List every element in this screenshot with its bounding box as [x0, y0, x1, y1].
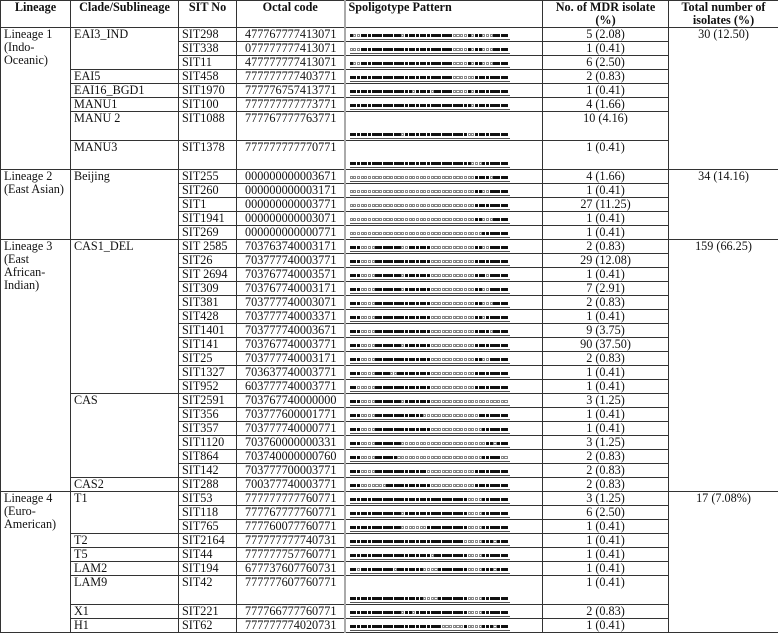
spoligotype-cell [345, 42, 543, 56]
spoligotype-pattern [350, 34, 510, 40]
mdr-cell: 2 (0.83) [543, 605, 669, 619]
octal-cell: 000000000003071 [237, 212, 345, 226]
mdr-cell: 3 (1.25) [543, 436, 669, 450]
octal-cell: 777777607760771 [237, 576, 345, 605]
total-cell: 159 (66.25) [669, 240, 778, 492]
header-pattern: Spoligotype Pattern [345, 1, 543, 28]
octal-cell: 777767777760771 [237, 506, 345, 520]
octal-cell: 777777777770771 [237, 141, 345, 170]
spoligotype-cell [345, 534, 543, 548]
spoligotype-pattern [350, 442, 510, 448]
spoligotype-cell [345, 548, 543, 562]
octal-cell: 477777777413071 [237, 56, 345, 70]
spacer-present [504, 414, 507, 417]
spoligotype-cell [345, 112, 543, 141]
spacer-absent [504, 456, 507, 459]
clade-cell: EAI5 [71, 70, 179, 84]
mdr-cell: 1 (0.41) [543, 520, 669, 534]
sit-cell: SIT44 [179, 548, 237, 562]
spoligotype-pattern [350, 554, 510, 560]
table-row [1, 112, 778, 141]
spacer-present [504, 358, 507, 361]
clade-cell: T2 [71, 534, 179, 548]
lineage-cell: Lineage 1 (Indo-Oceanic) [1, 28, 71, 170]
spoligotype-cell [345, 492, 543, 506]
octal-cell: 703767740003171 [237, 282, 345, 296]
mdr-cell: 1 (0.41) [543, 184, 669, 198]
lineage-cell: Lineage 2 (East Asian) [1, 170, 71, 240]
spacer-present [504, 176, 507, 179]
clade-cell: MANU3 [71, 141, 179, 170]
mdr-cell: 1 (0.41) [543, 548, 669, 562]
spacer-present [504, 386, 507, 389]
total-cell: 30 (12.50) [669, 28, 778, 170]
octal-cell: 000000000003671 [237, 170, 345, 184]
sit-cell: SIT118 [179, 506, 237, 520]
mdr-cell: 2 (0.83) [543, 450, 669, 464]
spoligotype-cell [345, 352, 543, 366]
sit-cell: SIT1941 [179, 212, 237, 226]
spacer-present [504, 330, 507, 333]
spoligotype-cell [345, 478, 543, 492]
sit-cell: SIT11 [179, 56, 237, 70]
lineage-cell: Lineage 3 (East African-Indian) [1, 240, 71, 492]
sit-cell: SIT141 [179, 338, 237, 352]
spacer-present [504, 218, 507, 221]
spoligotype-cell [345, 366, 543, 380]
sit-cell: SIT298 [179, 28, 237, 42]
spacer-present [504, 372, 507, 375]
mdr-cell: 1 (0.41) [543, 268, 669, 282]
table-row [1, 240, 778, 254]
spoligotype-pattern [350, 48, 510, 54]
sit-cell: SIT288 [179, 478, 237, 492]
spoligotype-cell [345, 212, 543, 226]
spacer-present [504, 133, 507, 136]
octal-cell: 777777757760771 [237, 548, 345, 562]
spoligotype-pattern [350, 456, 510, 462]
octal-cell: 703763740003171 [237, 240, 345, 254]
mdr-cell: 1 (0.41) [543, 562, 669, 576]
clade-cell: EAI16_BGD1 [71, 84, 179, 98]
table-row [1, 28, 778, 42]
spacer-present [504, 428, 507, 431]
sit-cell: SIT428 [179, 310, 237, 324]
table-row [1, 141, 778, 170]
spoligotype-pattern [350, 498, 510, 504]
sit-cell: SIT458 [179, 70, 237, 84]
octal-cell: 777777777740731 [237, 534, 345, 548]
octal-cell: 703777740003771 [237, 254, 345, 268]
spacer-present [504, 625, 507, 628]
octal-cell: 000000000003171 [237, 184, 345, 198]
spoligotype-cell [345, 520, 543, 534]
spoligotype-cell [345, 56, 543, 70]
spoligotype-pattern [350, 597, 510, 603]
mdr-cell: 1 (0.41) [543, 141, 669, 170]
mdr-cell: 1 (0.41) [543, 42, 669, 56]
spoligotype-cell [345, 170, 543, 184]
octal-cell: 703637740003771 [237, 366, 345, 380]
sit-cell: SIT62 [179, 619, 237, 633]
spacer-present [504, 76, 507, 79]
spoligotype-cell [345, 605, 543, 619]
spacer-present [504, 162, 507, 165]
spoligotype-pattern [350, 526, 510, 532]
table-row [1, 619, 778, 633]
spacer-present [504, 498, 507, 501]
spacer-present [504, 512, 507, 515]
spoligotype-cell [345, 422, 543, 436]
spoligotype-pattern [350, 428, 510, 434]
spoligotype-pattern [350, 76, 510, 82]
octal-cell: 000000000000771 [237, 226, 345, 240]
total-cell: 17 (7.08%) [669, 492, 778, 633]
spoligotype-pattern [350, 162, 510, 168]
mdr-cell: 1 (0.41) [543, 576, 669, 605]
spoligotype-cell [345, 296, 543, 310]
spacer-present [504, 260, 507, 263]
spoligotype-cell [345, 380, 543, 394]
sit-cell: SIT221 [179, 605, 237, 619]
spoligotype-cell [345, 198, 543, 212]
sit-cell: SIT 2585 [179, 240, 237, 254]
spoligotype-pattern [350, 246, 510, 252]
clade-cell: CAS2 [71, 478, 179, 492]
table-row [1, 70, 778, 84]
spoligotype-pattern [350, 330, 510, 336]
table-row [1, 534, 778, 548]
spoligotype-pattern [350, 470, 510, 476]
mdr-cell: 2 (0.83) [543, 464, 669, 478]
spoligotype-pattern [350, 232, 510, 238]
mdr-cell: 1 (0.41) [543, 226, 669, 240]
clade-cell: MANU 2 [71, 112, 179, 141]
sit-cell: SIT309 [179, 282, 237, 296]
mdr-cell: 9 (3.75) [543, 324, 669, 338]
spoligotype-pattern [350, 302, 510, 308]
spoligotype-pattern [350, 176, 510, 182]
table-row [1, 576, 778, 605]
octal-cell: 000000000003771 [237, 198, 345, 212]
octal-cell: 703777740003171 [237, 352, 345, 366]
sit-cell: SIT142 [179, 464, 237, 478]
spacer-present [504, 470, 507, 473]
octal-cell: 777766777760771 [237, 605, 345, 619]
mdr-cell: 4 (1.66) [543, 98, 669, 112]
octal-cell: 703777740003071 [237, 296, 345, 310]
spoligotype-cell [345, 268, 543, 282]
spacer-present [504, 288, 507, 291]
spoligotype-cell [345, 408, 543, 422]
mdr-cell: 1 (0.41) [543, 310, 669, 324]
spacer-present [504, 597, 507, 600]
octal-cell: 703777740003671 [237, 324, 345, 338]
octal-cell: 603777740003771 [237, 380, 345, 394]
table-body [1, 28, 778, 633]
clade-cell: CAS1_DEL [71, 240, 179, 394]
spacer-present [504, 484, 507, 487]
spoligotype-pattern [350, 372, 510, 378]
spoligotype-pattern [350, 62, 510, 68]
mdr-cell: 6 (2.50) [543, 506, 669, 520]
spacer-present [504, 442, 507, 445]
spoligotype-pattern [350, 218, 510, 224]
spacer-present [504, 190, 507, 193]
spoligotype-cell [345, 324, 543, 338]
header-lineage: Lineage [1, 1, 71, 28]
spacer-present [504, 316, 507, 319]
spoligotype-pattern [350, 400, 510, 406]
spoligotype-cell [345, 436, 543, 450]
sit-cell: SIT1088 [179, 112, 237, 141]
octal-cell: 703777600001771 [237, 408, 345, 422]
sit-cell: SIT1401 [179, 324, 237, 338]
sit-cell: SIT765 [179, 520, 237, 534]
spoligotype-pattern [350, 414, 510, 420]
spoligotype-pattern [350, 104, 510, 110]
octal-cell: 703740000000760 [237, 450, 345, 464]
spoligotype-pattern [350, 484, 510, 490]
octal-cell: 703777740003371 [237, 310, 345, 324]
spoligotype-cell [345, 450, 543, 464]
mdr-cell: 90 (37.50) [543, 338, 669, 352]
table-row [1, 562, 778, 576]
spacer-present [504, 62, 507, 65]
spoligotype-pattern [350, 386, 510, 392]
mdr-cell: 4 (1.66) [543, 170, 669, 184]
spoligotype-cell [345, 310, 543, 324]
clade-cell: LAM9 [71, 576, 179, 605]
spoligotype-pattern [350, 512, 510, 518]
sit-cell: SIT1378 [179, 141, 237, 170]
mdr-cell: 1 (0.41) [543, 534, 669, 548]
spacer-present [504, 554, 507, 557]
sit-cell: SIT1120 [179, 436, 237, 450]
mdr-cell: 3 (1.25) [543, 492, 669, 506]
spoligotype-cell [345, 464, 543, 478]
mdr-cell: 2 (0.83) [543, 296, 669, 310]
spoligotype-cell [345, 84, 543, 98]
table-row [1, 170, 778, 184]
spoligotype-pattern [350, 90, 510, 96]
header-total: Total number of isolates (%) [669, 1, 778, 28]
table-row [1, 492, 778, 506]
spoligotype-cell [345, 254, 543, 268]
mdr-cell: 10 (4.16) [543, 112, 669, 141]
mdr-cell: 29 (12.08) [543, 254, 669, 268]
table-row [1, 394, 778, 408]
total-cell: 34 (14.16) [669, 170, 778, 240]
sit-cell: SIT 2694 [179, 268, 237, 282]
spoligotype-cell [345, 506, 543, 520]
sit-cell: SIT25 [179, 352, 237, 366]
clade-cell: CAS [71, 394, 179, 478]
octal-cell: 077777777413071 [237, 42, 345, 56]
spoligotype-cell [345, 226, 543, 240]
sit-cell: SIT42 [179, 576, 237, 605]
clade-cell: EAI3_IND [71, 28, 179, 70]
spoligotype-pattern [350, 625, 510, 631]
sit-cell: SIT356 [179, 408, 237, 422]
sit-cell: SIT864 [179, 450, 237, 464]
octal-cell: 777777774020731 [237, 619, 345, 633]
sit-cell: SIT260 [179, 184, 237, 198]
mdr-cell: 1 (0.41) [543, 212, 669, 226]
sit-cell: SIT53 [179, 492, 237, 506]
lineage-cell: Lineage 4 (Euro-American) [1, 492, 71, 633]
spoligotype-cell [345, 619, 543, 633]
mdr-cell: 7 (2.91) [543, 282, 669, 296]
table-row [1, 548, 778, 562]
mdr-cell: 27 (11.25) [543, 198, 669, 212]
spoligotype-cell [345, 240, 543, 254]
mdr-cell: 2 (0.83) [543, 352, 669, 366]
spoligotype-pattern [350, 190, 510, 196]
spoligotype-cell [345, 28, 543, 42]
sit-cell: SIT2591 [179, 394, 237, 408]
sit-cell: SIT26 [179, 254, 237, 268]
spacer-present [504, 540, 507, 543]
spoligotype-pattern [350, 358, 510, 364]
header-sit: SIT No [179, 1, 237, 28]
sit-cell: SIT1970 [179, 84, 237, 98]
mdr-cell: 1 (0.41) [543, 422, 669, 436]
spoligotype-cell [345, 184, 543, 198]
spoligotype-cell [345, 70, 543, 84]
mdr-cell: 2 (0.83) [543, 240, 669, 254]
spacer-present [504, 611, 507, 614]
octal-cell: 703777700003771 [237, 464, 345, 478]
octal-cell: 703767740003771 [237, 338, 345, 352]
octal-cell: 700377740003771 [237, 478, 345, 492]
header-clade: Clade/Sublineage [71, 1, 179, 28]
header-octal: Octal code [237, 1, 345, 28]
mdr-cell: 1 (0.41) [543, 408, 669, 422]
spacer-present [504, 526, 507, 529]
spoligotype-pattern [350, 133, 510, 139]
clade-cell: T5 [71, 548, 179, 562]
spacer-present [504, 274, 507, 277]
table-row [1, 98, 778, 112]
sit-cell: SIT381 [179, 296, 237, 310]
sit-cell: SIT1327 [179, 366, 237, 380]
mdr-cell: 2 (0.83) [543, 70, 669, 84]
sit-cell: SIT357 [179, 422, 237, 436]
octal-cell: 777776757413771 [237, 84, 345, 98]
clade-cell: LAM2 [71, 562, 179, 576]
spacer-present [504, 232, 507, 235]
mdr-cell: 1 (0.41) [543, 380, 669, 394]
spacer-present [504, 302, 507, 305]
octal-cell: 777777777403771 [237, 70, 345, 84]
spoligotype-pattern [350, 540, 510, 546]
sit-cell: SIT1 [179, 198, 237, 212]
spoligotype-pattern [350, 568, 510, 574]
mdr-cell: 1 (0.41) [543, 84, 669, 98]
octal-cell: 703767740000000 [237, 394, 345, 408]
octal-cell: 477767777413071 [237, 28, 345, 42]
clade-cell: MANU1 [71, 98, 179, 112]
spoligotype-cell [345, 562, 543, 576]
spoligotype-pattern [350, 611, 510, 617]
spoligotype-pattern [350, 288, 510, 294]
octal-cell: 703767740003571 [237, 268, 345, 282]
spacer-present [504, 344, 507, 347]
table-row [1, 605, 778, 619]
sit-cell: SIT952 [179, 380, 237, 394]
octal-cell: 777777777773771 [237, 98, 345, 112]
header-row [1, 1, 778, 28]
sit-cell: SIT100 [179, 98, 237, 112]
mdr-cell: 2 (0.83) [543, 478, 669, 492]
spoligotype-pattern [350, 316, 510, 322]
mdr-cell: 5 (2.08) [543, 28, 669, 42]
clade-cell: X1 [71, 605, 179, 619]
spoligotype-cell [345, 282, 543, 296]
spoligotype-cell [345, 338, 543, 352]
spoligotype-cell [345, 98, 543, 112]
clade-cell: Beijing [71, 170, 179, 240]
header-mdr: No. of MDR isolate (%) [543, 1, 669, 28]
spacer-present [504, 204, 507, 207]
spoligotype-pattern [350, 344, 510, 350]
spoligotype-cell [345, 394, 543, 408]
spacer-present [504, 48, 507, 51]
spacer-present [504, 90, 507, 93]
spoligotype-pattern [350, 274, 510, 280]
octal-cell: 677737607760731 [237, 562, 345, 576]
table-row [1, 478, 778, 492]
octal-cell: 777760077760771 [237, 520, 345, 534]
sit-cell: SIT338 [179, 42, 237, 56]
mdr-cell: 3 (1.25) [543, 394, 669, 408]
spoligotype-cell [345, 576, 543, 605]
octal-cell: 777767777763771 [237, 112, 345, 141]
sit-cell: SIT255 [179, 170, 237, 184]
mdr-cell: 1 (0.41) [543, 619, 669, 633]
spacer-present [504, 34, 507, 37]
clade-cell: T1 [71, 492, 179, 534]
octal-cell: 703760000000331 [237, 436, 345, 450]
spoligotype-pattern [350, 260, 510, 266]
octal-cell: 703777740000771 [237, 422, 345, 436]
spacer-present [504, 246, 507, 249]
mdr-cell: 1 (0.41) [543, 366, 669, 380]
spacer-absent [504, 400, 507, 403]
spacer-present [504, 568, 507, 571]
sit-cell: SIT194 [179, 562, 237, 576]
spoligotype-pattern [350, 204, 510, 210]
sit-cell: SIT2164 [179, 534, 237, 548]
mdr-cell: 6 (2.50) [543, 56, 669, 70]
table-row [1, 84, 778, 98]
sit-cell: SIT269 [179, 226, 237, 240]
spoligotype-cell [345, 141, 543, 170]
spacer-present [504, 104, 507, 107]
octal-cell: 777777777760771 [237, 492, 345, 506]
clade-cell: H1 [71, 619, 179, 633]
